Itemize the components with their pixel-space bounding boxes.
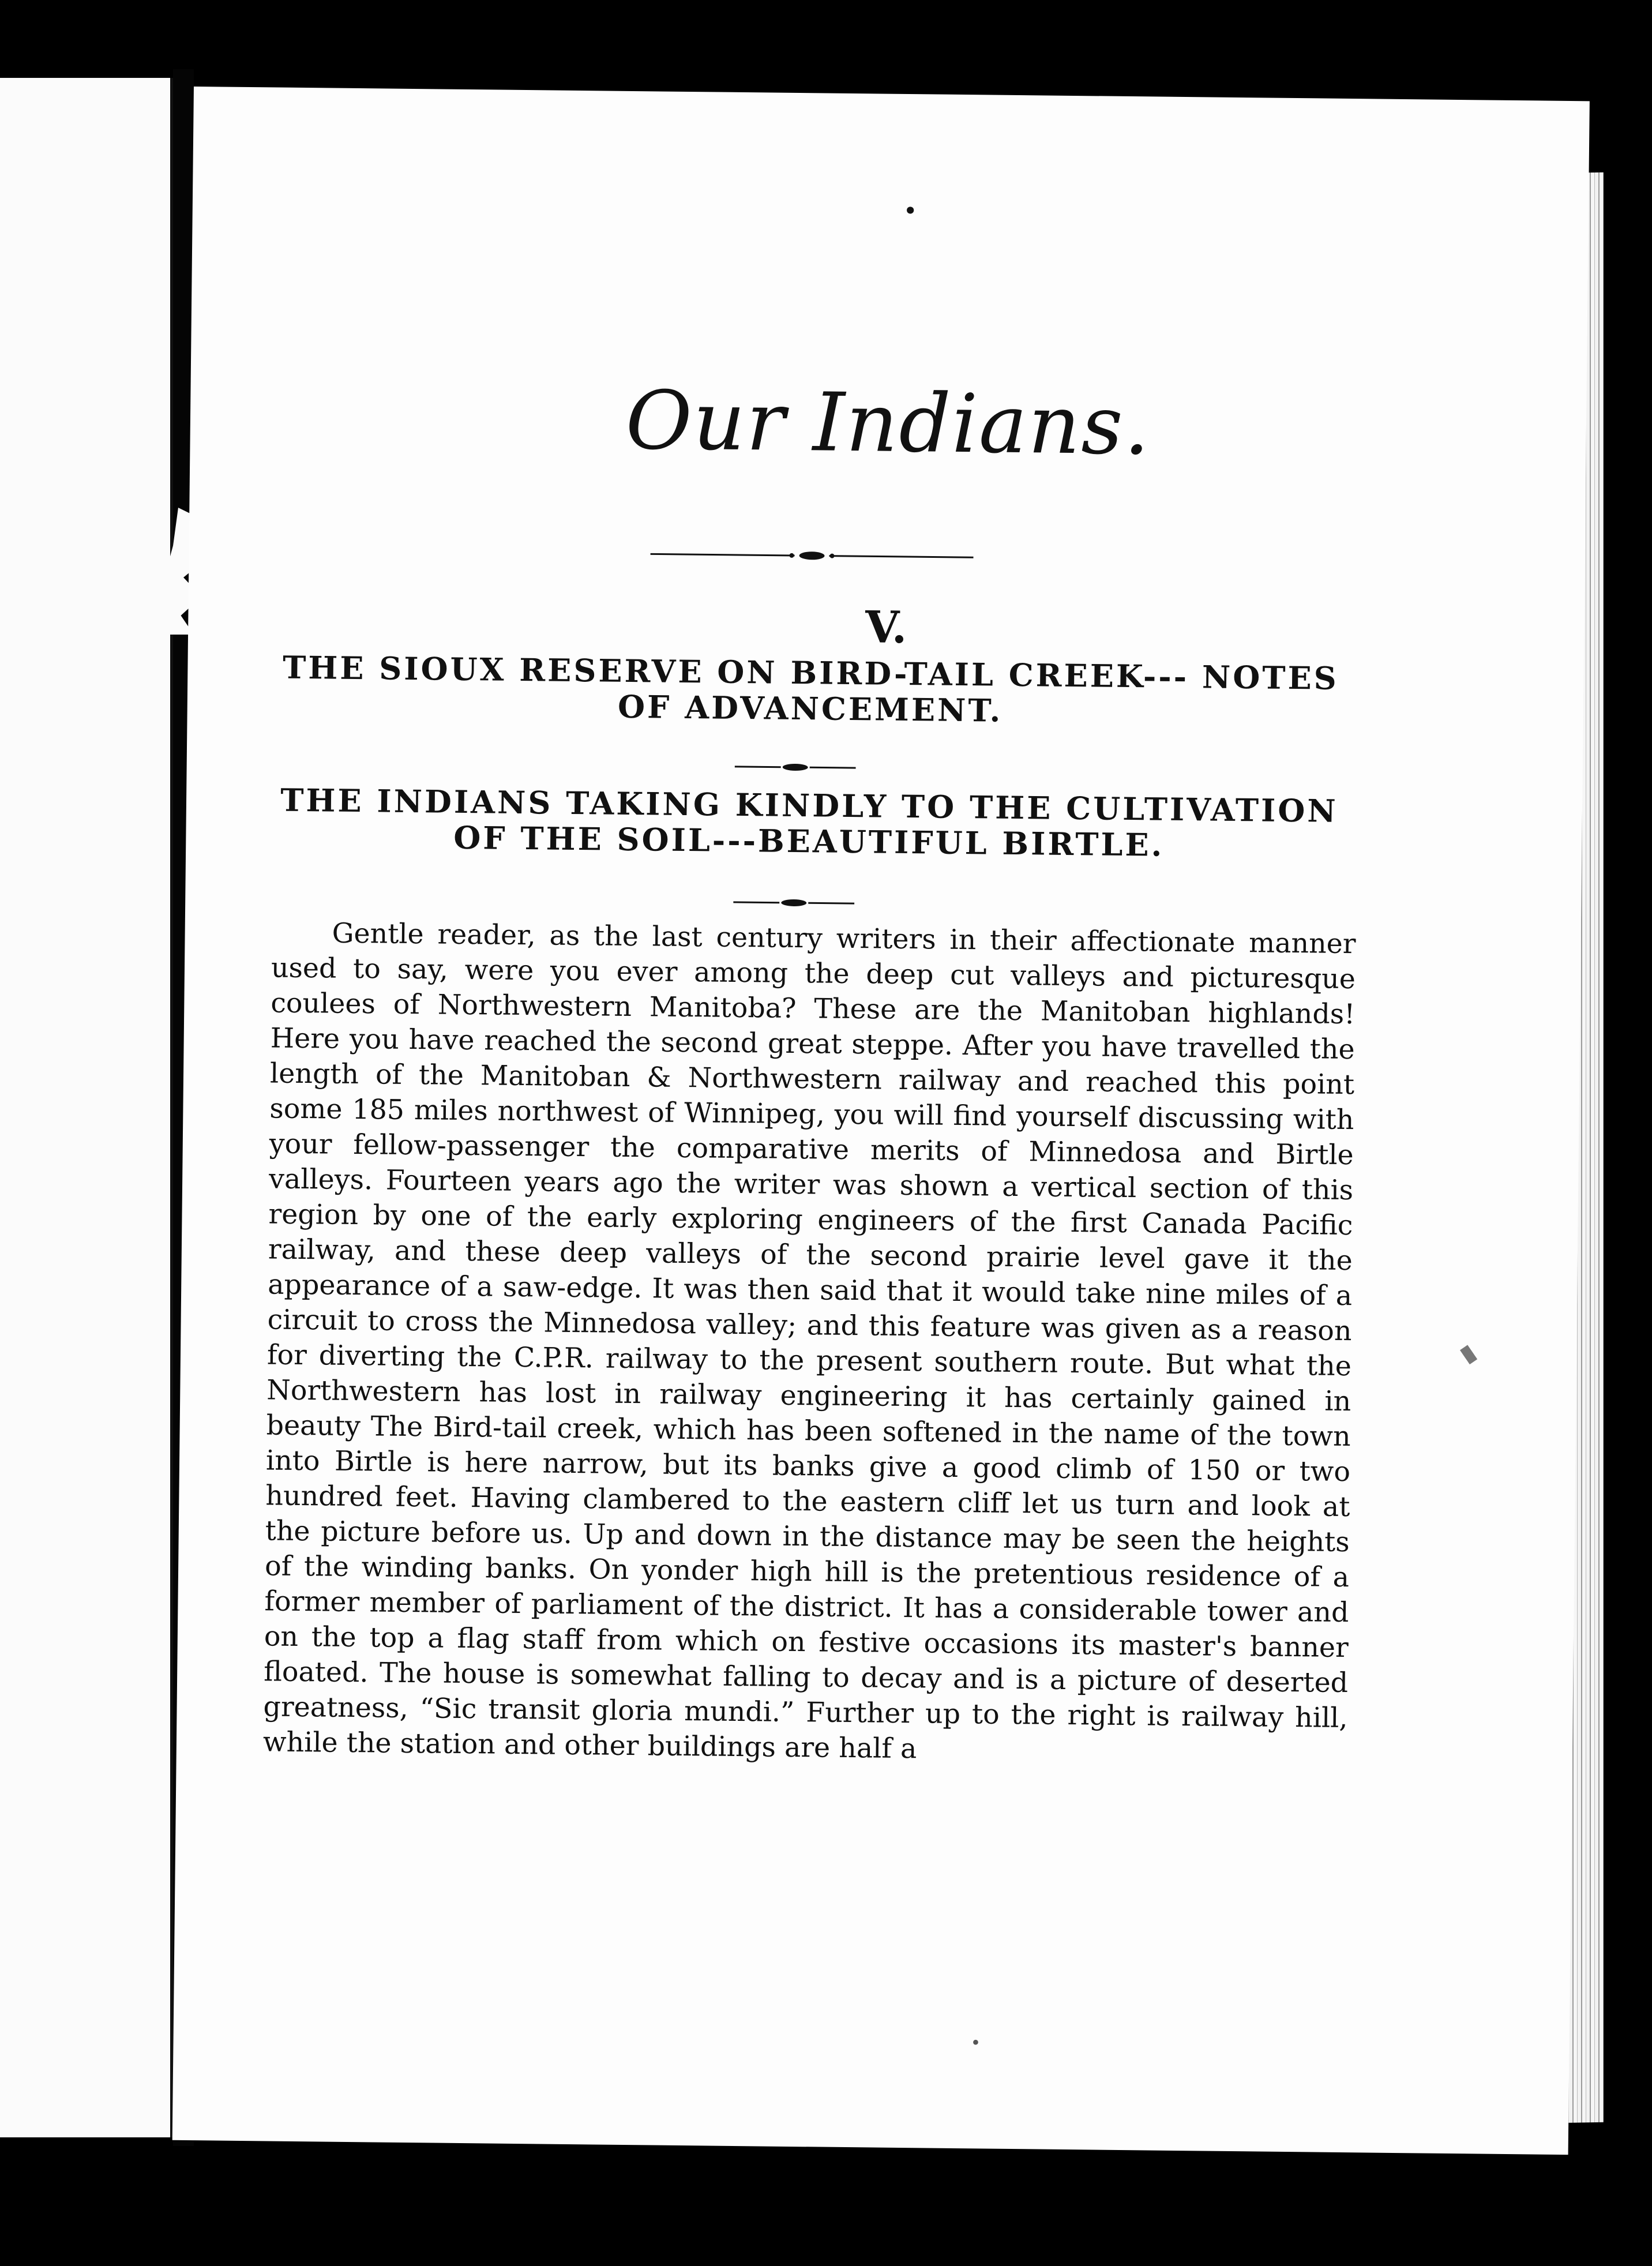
section-numeral: V.	[865, 601, 907, 653]
book-page	[172, 87, 1590, 2155]
ink-speck: •	[903, 196, 918, 226]
ink-speck: •	[970, 2033, 981, 2054]
left-page-edge	[0, 78, 174, 2137]
heading-ornament-rule	[733, 897, 854, 909]
page-title: Our Indians.	[625, 373, 1151, 474]
section-heading-primary: THE SIOUX RESERVE ON BIRD-TAIL CREEK--- NOTES OF ADVANCEMENT.	[282, 648, 1339, 729]
title-ornament-rule	[650, 547, 973, 564]
ink-mark	[1460, 1345, 1477, 1364]
heading-ornament-rule	[735, 761, 856, 773]
body-paragraph: Gentle reader, as the last century writers in their affectionate manner used to say, were you ever among the deep cut valleys and picturesque coulees of Northwestern Manitoba? These are the Manitoban highlands! Here you have reached the second great steppe. After you have travelled the length of the Manitoban & Northwestern railway and reached this point some 185 miles northwest of Winnipeg, you will find yourself discussing with your fellow-passenger the comparative merits of Minnedosa and Birtle valleys. Fourteen years ago the writer was shown a vertical section of this region by one of the early exploring engineers of the first Canada Pacific railway, and these deep valleys of the second prairie level gave it the appearance of a saw-edge. It was then said that it would take nine miles of a circuit to cross the Minnedosa valley; and this feature was given as a reason for diverting the C.P.R. railway to the present southern route. But what the Northwestern has lost in railway engineering it has certainly gained in beauty The Bird-tail creek, which has been softened in the name of the town into Birtle is here narrow, but its banks give a good climb of 150 or two hundred feet. Having clambered to the eastern cliff let us turn and look at the picture before us. Up and down in the distance may be seen the heights of the winding banks. On yonder high hill is the pretentious residence of a former member of parliament of the district. It has a considerable tower and on the top a flag staff from which on festive occasions its master's banner floated. The house is somewhat falling to decay and is a picture of deserted greatness, “Sic transit gloria mundi.” Further up to the right is railway hill, while the station and other buildings are half a	[262, 917, 1356, 1765]
section-heading-secondary: THE INDIANS TAKING KINDLY TO THE CULTIVATION OF THE SOIL---BEAUTIFUL BIRTLE.	[280, 781, 1339, 864]
